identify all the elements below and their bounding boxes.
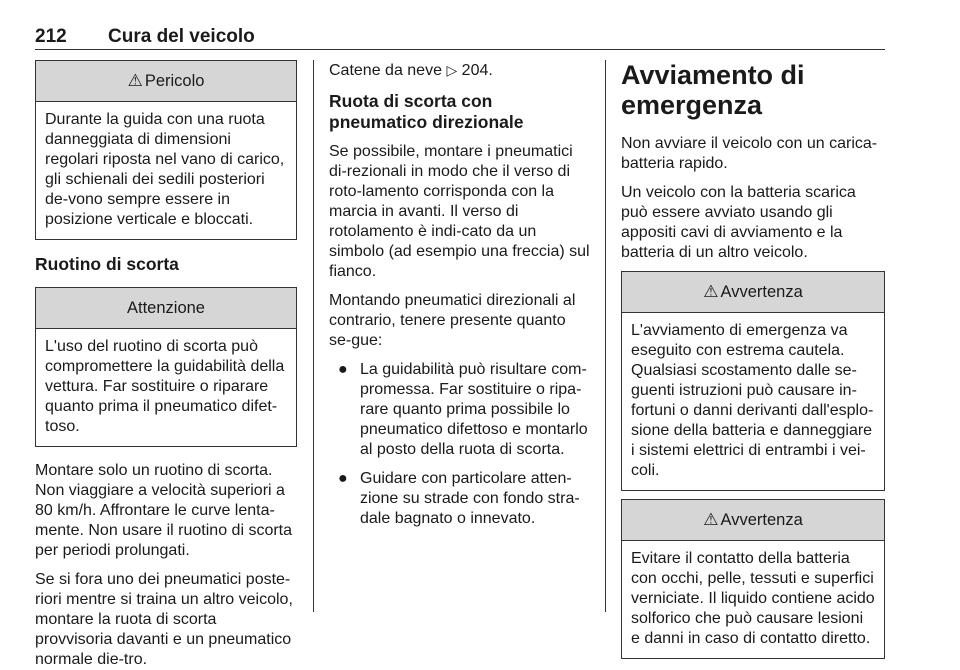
warning-box-header — [622, 500, 884, 541]
paragraph: Se possibile, montare i pneumatici di-rezionali in modo che il verso di roto-lamento corrisponda con la marcia in avanti. Il verso di rotolamento è indi-cato da un simbolo (ad esempio una freccia) sul fianco. — [329, 143, 590, 280]
column-3 — [621, 60, 885, 659]
caution-box-body: L'uso del ruotino di scorta può compromettere la guidabilità della vettura. Far sostituire o riparare quanto prima il pneumatico difet-toso. — [45, 338, 285, 435]
heading-avviamento: Avviamento di emergenza — [621, 60, 805, 120]
reference-page: 204. — [461, 62, 493, 79]
warning-box — [621, 499, 885, 659]
header-divider — [35, 49, 885, 50]
reference-text: Catene da neve — [329, 62, 442, 79]
cross-reference — [329, 60, 591, 81]
paragraph: Se si fora uno dei pneumatici poste-riori mentre si traina un altro veicolo, montare la ruota di scorta provvisoria davanti e un pneumatico normale die-tro. — [35, 571, 293, 668]
list-item: ● Guidare con particolare atten-zione su strade con fondo stra-dale bagnato o innevato. — [338, 470, 580, 527]
paragraph: Un veicolo con la batteria scarica può essere avviato usando gli appositi cavi di avviamento e la batteria di un altro veicolo. — [621, 184, 856, 261]
warning-box-body: Evitare il contatto della batteria con occhi, pelle, tessuti e superfici verniciate. Il liquido contiene acido solforico che può causare lesioni e danni in caso di contatto diretto. — [631, 550, 875, 647]
heading-ruota-direzionale: Ruota di scorta con pneumatico direzionale — [329, 91, 524, 132]
bullet-list — [329, 360, 591, 529]
warning-box-body: L'avviamento di emergenza va eseguito con estrema cautela. Qualsiasi scostamento dalle se-guenti istruzioni può causare in-fortuni o danni derivanti dall'esplo-sione della batteria e danneggiare i sistemi elettrici di entrambi i vei-coli. — [631, 322, 874, 479]
caution-box-title: Attenzione — [127, 298, 205, 317]
warning-box-title: Avvertenza — [720, 282, 803, 301]
paragraph: Montare solo un ruotino di scorta. Non viaggiare a velocità superiori a 80 km/h. Affrontare le curve lenta-mente. Non usare il ruotino di scorta per periodi prolungati. — [35, 462, 293, 559]
danger-box-title: Pericolo — [144, 71, 205, 90]
page-header — [35, 22, 885, 52]
warning-triangle-icon: ⚠ — [703, 510, 719, 529]
warning-triangle-icon: ⚠ — [127, 71, 143, 90]
danger-box-body: Durante la guida con una ruota danneggiata di dimensioni regolari riposta nel vano di carico, gli schienali dei sedili posteriori de-vono sempre essere in posizione verticale e bloccati. — [45, 111, 285, 228]
bullet-icon: ● — [338, 470, 348, 487]
caution-box — [35, 287, 297, 447]
danger-box — [35, 60, 297, 240]
danger-box-header — [36, 61, 296, 102]
bullet-icon: ● — [338, 361, 348, 378]
paragraph: Montando pneumatici direzionali al contrario, tenere presente quanto se-gue: — [329, 292, 576, 349]
column-2 — [329, 60, 591, 529]
heading-ruotino: Ruotino di scorta — [35, 254, 179, 274]
warning-triangle-icon: ⚠ — [703, 282, 719, 301]
column-1 — [35, 60, 297, 670]
column-divider — [605, 60, 606, 612]
paragraph: Non avviare il veicolo con un carica-batteria rapido. — [621, 135, 878, 172]
warning-box-header — [622, 272, 884, 313]
page-reference-icon: ▷ — [446, 62, 458, 78]
warning-box — [621, 271, 885, 491]
page-number: 212 — [35, 26, 67, 47]
section-title: Cura del veicolo — [108, 26, 255, 47]
list-item: ● La guidabilità può risultare com-promessa. Far sostituire o ripa-rare quanto prima possibile lo pneumatico difettoso e montarlo al posto della ruota di scorta. — [338, 361, 588, 458]
caution-box-header — [36, 288, 296, 329]
column-divider — [313, 60, 314, 612]
warning-box-title: Avvertenza — [720, 510, 803, 529]
